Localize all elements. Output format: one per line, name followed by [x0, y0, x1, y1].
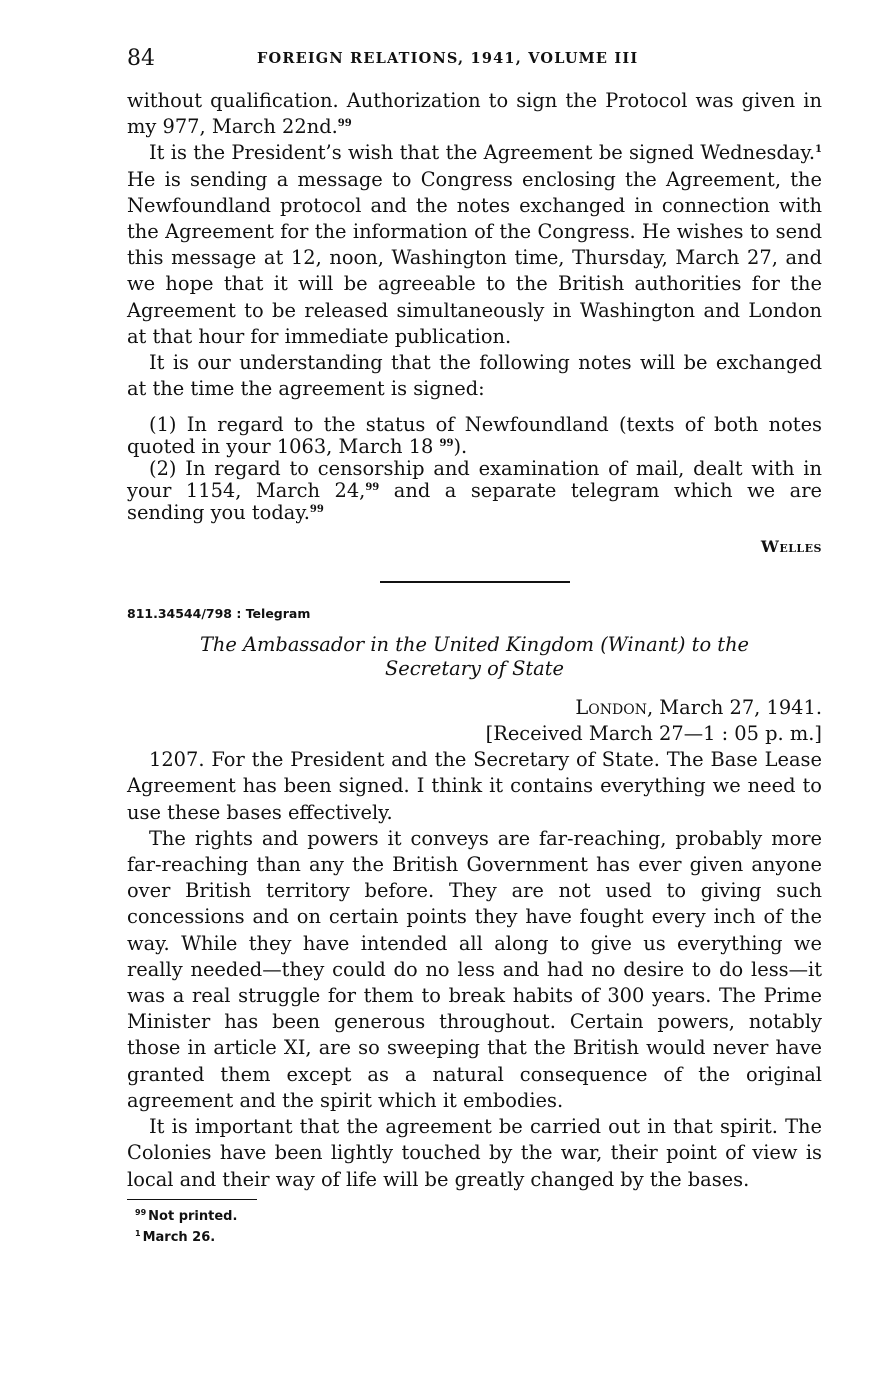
document-heading: The Ambassador in the United Kingdom (Winant) to the Secretary of State: [199, 632, 750, 680]
running-title: FOREIGN RELATIONS, 1941, VOLUME III: [257, 50, 639, 67]
file-id: 811.34544/798 : Telegram: [127, 605, 311, 621]
footnotes: [127, 1204, 822, 1246]
footnote-ref: 99: [309, 504, 324, 516]
footnote-divider: [127, 1199, 257, 1201]
dateline-place: London: [575, 695, 647, 719]
dateline: London, March 27, 1941.: [575, 695, 822, 719]
paragraph: The rights and powers it conveys are far-reaching, probably more far-reaching than any the British Government has ever given anyone over British territory before. They are not used to giving such concessions and on certain points they have fought every inch of the way. While they have intended all along to give us everything we really needed—they could do no less and had no desire to do less—it was a real struggle for them to break habits of 300 years. The Prime Minister has been generous throughout. Certain powers, notably those in article XI, are so sweeping that the British would never have granted them except as a natural consequence of the original agreement and the spirit which it embodies.: [127, 826, 822, 1112]
paragraph: 1207. For the President and the Secretary of State. The Base Lease Agreement has been signed. I think it contains everything we need to use these bases effectively.: [127, 748, 822, 824]
paragraph: It is our understanding that the following notes will be exchanged at the time the agreement is signed:: [127, 351, 822, 401]
footnote: $^1$ March 26.: [135, 1229, 216, 1246]
page-body: [127, 88, 822, 1246]
footnote: $^{99}$ Not printed.: [135, 1208, 238, 1225]
footnote-ref: 99: [365, 482, 380, 494]
received-line: [Received March 27—1 : 05 p. m.]: [485, 722, 822, 746]
page-number: 84: [127, 46, 155, 71]
footnote-ref: 99: [337, 118, 352, 130]
footnote-ref: 1: [815, 144, 822, 156]
quoted-note-2: (2) In regard to censorship and examination of mail, dealt with in your 1154, March 24,99 and a separate telegram which we are sending you today.$^{99}$: [127, 457, 822, 525]
signature: Welles: [760, 537, 822, 557]
paragraph: It is important that the agreement be carried out in that spirit. The Colonies have been lightly touched by the war, their point of view is local and their way of life will be greatly changed by the bases.: [127, 1115, 822, 1191]
quoted-note-1: (1) In regard to the status of Newfoundland (texts of both notes quoted in your 1063, March 18 $^{99}$).: [127, 413, 822, 459]
footnote-ref: 99: [439, 438, 454, 450]
paragraph: It is the President’s wish that the Agreement be signed Wednesday.$^1$ He is sending a message to Congress enclosing the Agreement, the Newfoundland protocol and the notes exchanged in connection with the Agreement for the information of the Congress. He wishes to send this message at 12, noon, Washington time, Thursday, March 27, and we hope that it will be agreeable to the British authorities for the Agreement to be released simultaneously in Washington and London at that hour for immediate publication.: [127, 141, 822, 348]
paragraph-continuation: without qualification. Authorization to sign the Protocol was given in my 977, March 22nd.$^{99}$: [127, 89, 822, 139]
page-header: [127, 46, 822, 76]
section-divider: [380, 581, 570, 583]
